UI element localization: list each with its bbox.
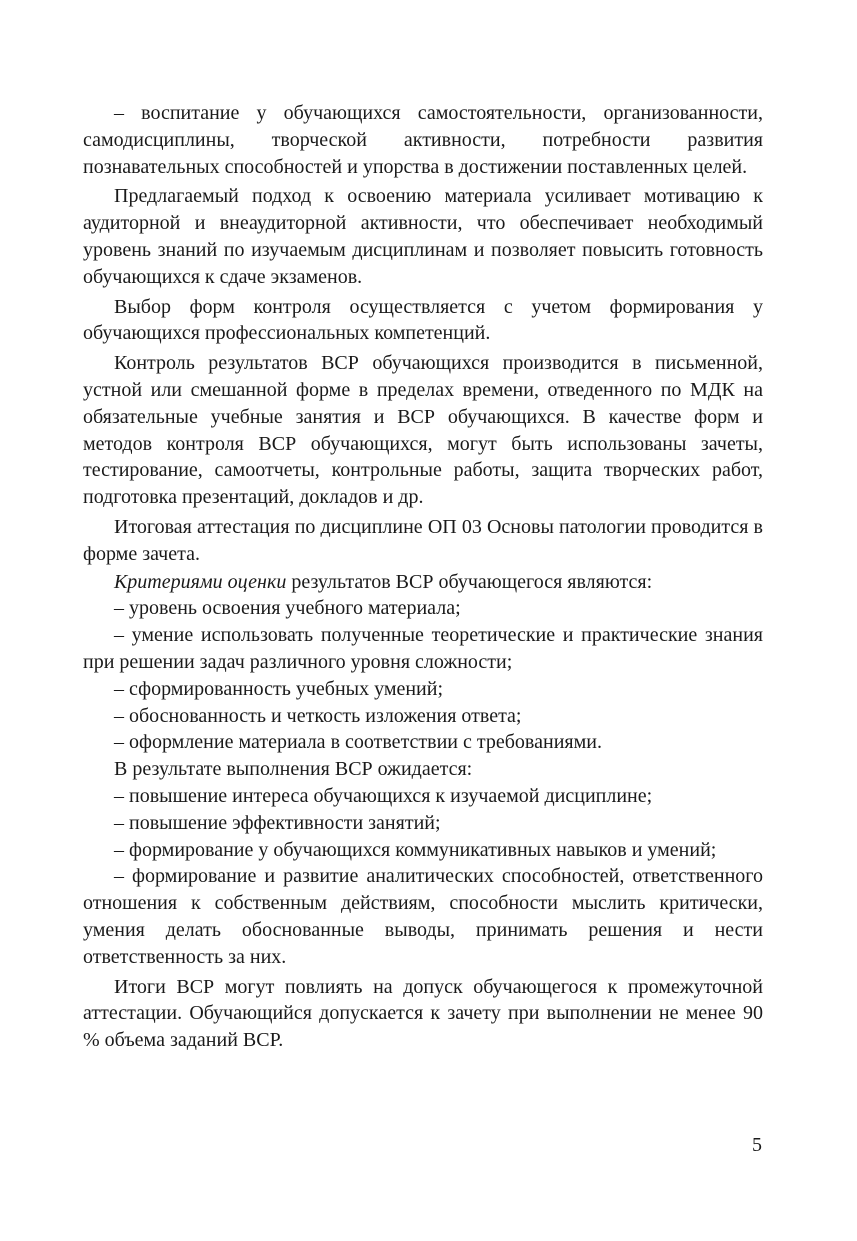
paragraph-approach: Предлагаемый подход к освоению материала усиливает мотивацию к аудиторной и внеаудиторной активности, что обеспечивает необходимый уровень знаний по изучаемым дисциплинам и позволяет повысить готовность обучающихся к сдаче экзаменов. [83,185,763,288]
list-item: – формирование у обучающихся коммуникативных навыков и умений; [114,838,717,861]
list-item: – повышение интереса обучающихся к изучаемой дисциплине; [114,784,653,807]
list-item: – уровень освоения учебного материала; [114,597,461,620]
list-item: – повышение эффективности занятий; [114,811,441,834]
list-item: – сформированность учебных умений; [114,677,444,700]
paragraph-upbringing: – воспитание у обучающихся самостоятельности, организованности, самодисциплины, творческой активности, потребности развития познавательных способностей и упорства в достижении поставленных целей. [83,102,763,178]
paragraph-criteria-intro [83,569,763,596]
paragraph-results-summary: Итоги ВСР могут повлиять на допуск обучающегося к промежуточной аттестации. Обучающийся допускается к зачету при выполнении не менее 90 % объема заданий ВСР. [83,975,763,1052]
paragraph-control-forms: Выбор форм контроля осуществляется с учетом формирования у обучающихся профессиональных компетенций. [83,295,763,345]
list-item: – оформление материала в соответствии с требованиями. [114,731,602,754]
criteria-emphasis: Критериями оценки [114,570,287,593]
list-item: – обоснованность и четкость изложения ответа; [114,704,522,727]
paragraph-expected-intro: В результате выполнения ВСР ожидается: [114,758,473,781]
list-item: – формирование и развитие аналитических способностей, ответственного отношения к собственным действиям, способности мыслить критически, умения делать обоснованные выводы, принимать решения и нести ответственность за них. [83,865,763,968]
page-number: 5 [752,1134,762,1156]
paragraph-final-attestation: Итоговая аттестация по дисциплине ОП 03 Основы патологии проводится в форме зачета. [83,515,763,565]
criteria-intro-rest: результатов ВСР обучающегося являются: [286,570,653,593]
list-item: – умение использовать полученные теоретические и практические знания при решении задач различного уровня сложности; [83,624,763,673]
page-body [83,100,763,1054]
paragraph-control-results: Контроль результатов ВСР обучающихся производится в письменной, устной или смешанной форме в пределах времени, отведенного по МДК на обязательные учебные занятия и ВСР обучающихся. В качестве форм и методов контроля ВСР обучающихся, могут быть использованы зачеты, тестирование, самоотчеты, контрольные работы, защита творческих работ, подготовка презентаций, докладов и др. [83,352,763,509]
